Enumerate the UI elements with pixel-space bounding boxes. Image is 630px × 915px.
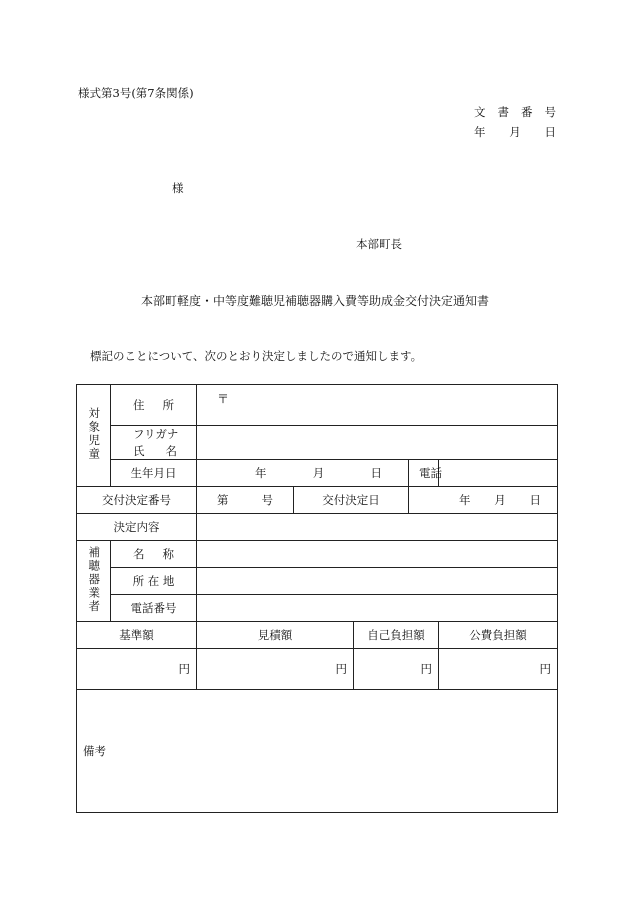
estimate-amount-header: 見積額: [197, 622, 354, 649]
grant-year: 年: [459, 493, 471, 508]
intro-text: 標記のことについて、次のとおり決定しましたので通知します。: [90, 349, 423, 363]
self-pay-value[interactable]: [354, 649, 439, 690]
standard-amount-header: 基準額: [77, 622, 197, 649]
public-pay-header: 公費負担額: [439, 622, 558, 649]
yen-unit: 円: [335, 662, 347, 677]
dealer-group-label: 補聴器業者: [87, 546, 102, 614]
address-label-cell: [111, 385, 197, 426]
grant-date-label: 交付決定日: [294, 487, 409, 514]
dealer-phone-value[interactable]: [197, 595, 558, 622]
child-group-cell: [77, 385, 111, 487]
notification-table: [76, 384, 558, 813]
birthdate-value[interactable]: [197, 460, 409, 487]
furigana-label: フリガナ: [133, 427, 179, 441]
birthdate-label: 生年月日: [111, 460, 197, 487]
yen-unit: 円: [178, 662, 190, 677]
estimate-amount-value[interactable]: [197, 649, 354, 690]
year-label: 年: [474, 125, 486, 139]
issue-date: [474, 124, 556, 140]
name-value[interactable]: [197, 426, 558, 460]
dealer-name-label-2: 称: [162, 547, 174, 562]
address-value[interactable]: [197, 385, 558, 426]
name-label-1: 氏: [133, 443, 145, 458]
dealer-group-cell: [77, 541, 111, 622]
form-number-label: 様式第3号(第7条関係): [78, 86, 194, 100]
document-number-label: 文書番号: [474, 105, 568, 119]
dealer-name-label-1: 名: [133, 547, 145, 562]
grant-number-value[interactable]: [197, 487, 294, 514]
child-group-label: 対象児童: [87, 407, 102, 462]
month-label: 月: [509, 125, 521, 139]
decision-value[interactable]: [197, 514, 558, 541]
yen-unit: 円: [539, 662, 552, 677]
addressee-suffix: 様: [172, 181, 184, 195]
address-label-1: 住: [133, 398, 145, 412]
phone-label-2: 話: [430, 466, 442, 481]
decision-label: 決定内容: [77, 514, 197, 541]
birth-day: 日: [370, 466, 382, 481]
location-label: 所 在 地: [111, 568, 197, 595]
grant-day: 日: [529, 493, 542, 508]
day-label: 日: [544, 125, 556, 139]
dealer-phone-label: 電話番号: [111, 595, 197, 622]
birth-month: 月: [312, 466, 325, 481]
phone-value[interactable]: [439, 460, 558, 487]
public-pay-value[interactable]: [439, 649, 558, 690]
number-prefix: 第: [217, 493, 229, 508]
phone-label-1: 電: [419, 466, 431, 481]
yen-unit: 円: [420, 662, 432, 677]
phone-label-cell: [409, 460, 442, 487]
location-value[interactable]: [197, 568, 558, 595]
grant-number-label: 交付決定番号: [77, 487, 197, 514]
name-label-2: 名: [165, 443, 177, 458]
dealer-name-value[interactable]: [197, 541, 558, 568]
grant-month: 月: [494, 493, 506, 508]
address-label-2: 所: [162, 398, 174, 412]
birth-year: 年: [255, 466, 267, 481]
dealer-name-label-cell: [111, 541, 197, 568]
standard-amount-value[interactable]: [77, 649, 197, 690]
self-pay-header: 自己負担額: [354, 622, 439, 649]
number-suffix: 号: [261, 493, 273, 508]
document-title: 本部町軽度・中等度難聴児補聴器購入費等助成金交付決定通知書: [140, 294, 489, 308]
remarks-cell[interactable]: [77, 690, 558, 813]
grant-date-value[interactable]: [409, 487, 558, 514]
name-label-cell: [111, 426, 197, 460]
remarks-label: 備考: [83, 744, 106, 759]
postal-mark: 〒: [217, 391, 230, 406]
sender-name: 本部町長: [356, 237, 402, 251]
